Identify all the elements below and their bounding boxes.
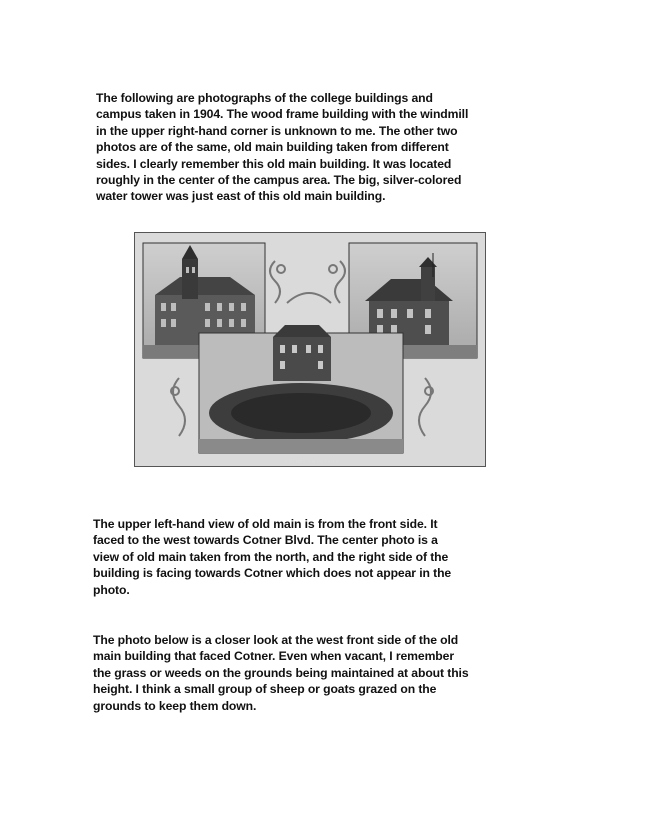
collage-caption: COTNER UNIVERSITY — [285, 459, 340, 464]
photo-old-main-north — [199, 325, 403, 453]
closer-look-paragraph: The photo below is a closer look at the west front side of the old main building that faced Cotner. Even when vacant, I remember the grass or weeds on the grounds being maintained at about this height. I think a small group of sheep or goats grazed on the grounds to keep them down. — [93, 633, 469, 713]
intro-paragraph: The following are photographs of the college buildings and campus taken in 1904. The wood frame building with the windmill in the upper right-hand corner is unknown to me. The other two photos are of the same, old main building taken from different sides. I clearly remember this old main building. It was located roughly in the center of the campus area. The big, silver-colored water tower was just east of this old main building. — [96, 91, 469, 204]
collage-artwork — [135, 233, 486, 467]
views-paragraph: The upper left-hand view of old main is from the front side. It faced to the west towards Cotner Blvd. The center photo is a view of old main taken from the north, and the right side of the building is facing towards Cotner which does not appear in the photo. — [93, 517, 452, 597]
campus-photo-collage — [134, 232, 486, 467]
